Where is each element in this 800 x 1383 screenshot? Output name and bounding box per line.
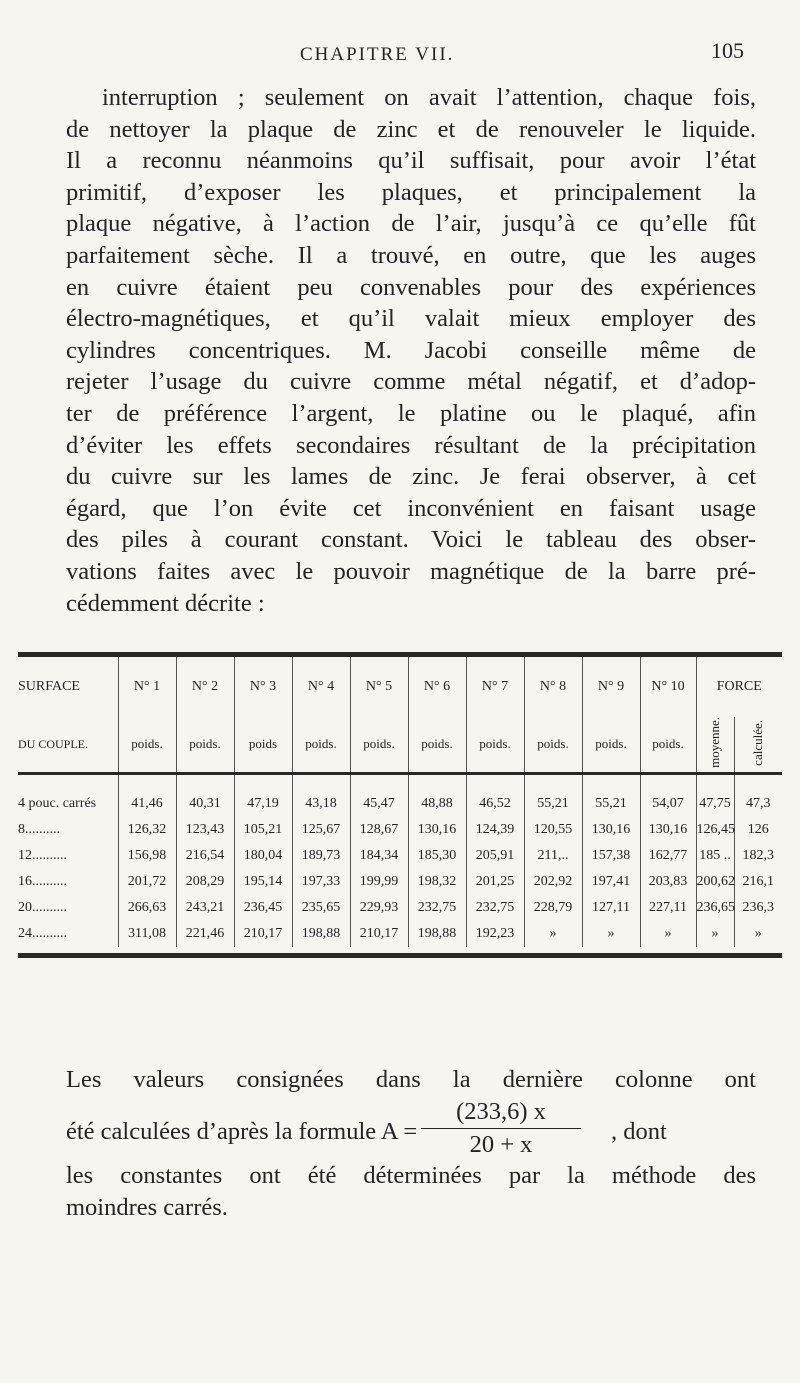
text-line: moindres carrés. <box>66 1194 228 1221</box>
row-label: 16.......... <box>18 873 67 889</box>
text-line: interruption ; seulement on avait l’attention, chaque fois, <box>102 84 756 111</box>
table-cell: 47,19 <box>234 773 292 817</box>
table-cell: 40,31 <box>176 773 234 817</box>
text-line: électro-magnétiques, et qu’il valait mieux employer des <box>66 305 756 333</box>
text-line: égard, que l’on évite cet inconvénient en faisant usage <box>66 494 756 522</box>
table-cell: 43,18 <box>292 773 350 817</box>
table-cell: 185,30 <box>408 843 466 869</box>
body-paragraph <box>66 82 756 619</box>
table-cell: 41,46 <box>118 773 176 817</box>
unit-cell: poids <box>234 717 292 773</box>
header-n3: N° 3 <box>234 657 292 717</box>
table-cell: 236,65 <box>696 895 734 921</box>
force-moyenne-header <box>696 717 734 773</box>
table-cell: 184,34 <box>350 843 408 869</box>
header-n4: N° 4 <box>292 657 350 717</box>
table-cell: » <box>582 921 640 947</box>
table-cell: 216,1 <box>734 869 782 895</box>
unit-cell: poids. <box>524 717 582 773</box>
unit-cell: poids. <box>466 717 524 773</box>
table-cell: 232,75 <box>466 895 524 921</box>
table-cell: 311,08 <box>118 921 176 947</box>
closing-paragraph <box>66 1064 756 1224</box>
table-cell: 182,3 <box>734 843 782 869</box>
table-cell: 157,38 <box>582 843 640 869</box>
row-label: 24.......... <box>18 925 67 941</box>
table-cell: 208,29 <box>176 869 234 895</box>
table-cell: 189,73 <box>292 843 350 869</box>
text-line: ter de préférence l’argent, le platine ou le plaqué, afin <box>66 399 756 427</box>
row-label: 20.......... <box>18 899 67 915</box>
data-table <box>18 657 782 947</box>
header-n2: N° 2 <box>176 657 234 717</box>
table-body <box>18 773 782 947</box>
row-label: 4 pouc. carrés <box>18 795 97 811</box>
table-cell: 123,43 <box>176 817 234 843</box>
table-row <box>18 817 782 843</box>
table-cell: 130,16 <box>408 817 466 843</box>
table-cell: 228,79 <box>524 895 582 921</box>
text-line: vations faites avec le pouvoir magnétique de la barre pré- <box>66 557 756 585</box>
table-cell: » <box>524 921 582 947</box>
force-moyenne-label: moyenne. <box>707 717 722 768</box>
table-cell: 232,75 <box>408 895 466 921</box>
table-row <box>18 843 782 869</box>
table-cell: 202,92 <box>524 869 582 895</box>
table-cell: 120,55 <box>524 817 582 843</box>
header-n5: N° 5 <box>350 657 408 717</box>
table-cell: 185 .. <box>696 843 734 869</box>
table-row <box>18 921 782 947</box>
text-line: Il a reconnu néanmoins qu’il suffisait, pour avoir l’état <box>66 147 756 175</box>
table-cell: 221,46 <box>176 921 234 947</box>
formula-lead-text: été calculées d’après la formule A = <box>66 1118 418 1145</box>
table-cell: 47,75 <box>696 773 734 817</box>
table-cell: 201,25 <box>466 869 524 895</box>
table-cell: 243,21 <box>176 895 234 921</box>
table-cell: » <box>734 921 782 947</box>
table-cell: » <box>696 921 734 947</box>
table-cell: 205,91 <box>466 843 524 869</box>
table-cell: 198,88 <box>408 921 466 947</box>
unit-cell: poids. <box>118 717 176 773</box>
unit-cell: poids. <box>292 717 350 773</box>
table-cell: 126,45 <box>696 817 734 843</box>
formula-numerator: (233,6) x <box>421 1096 581 1129</box>
table-cell: 198,88 <box>292 921 350 947</box>
table-cell: 197,33 <box>292 869 350 895</box>
table-cell: » <box>640 921 696 947</box>
unit-cell: poids. <box>640 717 696 773</box>
formula-trailing-text: , dont <box>611 1118 667 1145</box>
text-line: cédemment décrite : <box>66 589 265 617</box>
text-line: Les valeurs consignées dans la dernière colonne ont <box>66 1066 756 1093</box>
table-cell: 47,3 <box>734 773 782 817</box>
table-cell: 198,32 <box>408 869 466 895</box>
table-cell: 126 <box>734 817 782 843</box>
table-cell: 45,47 <box>350 773 408 817</box>
table-cell: 195,14 <box>234 869 292 895</box>
table-cell: 130,16 <box>582 817 640 843</box>
formula-fraction <box>421 1096 581 1161</box>
table-cell: 235,65 <box>292 895 350 921</box>
table-cell: 197,41 <box>582 869 640 895</box>
table-cell: 210,17 <box>350 921 408 947</box>
running-head: CHAPITRE VII. <box>300 44 455 65</box>
text-line: en cuivre étaient peu convenables pour des expériences <box>66 273 756 301</box>
table-cell: 227,11 <box>640 895 696 921</box>
table-cell: 229,93 <box>350 895 408 921</box>
text-line: les constantes ont été déterminées par la méthode des <box>66 1162 756 1189</box>
table-cell: 46,52 <box>466 773 524 817</box>
table-cell: 128,67 <box>350 817 408 843</box>
text-line: rejeter l’usage du cuivre comme métal négatif, et d’adop- <box>66 368 756 396</box>
header-n8: N° 8 <box>524 657 582 717</box>
table-row <box>18 895 782 921</box>
table-cell: 127,11 <box>582 895 640 921</box>
page-number: 105 <box>711 38 744 63</box>
text-line: des piles à courant constant. Voici le tableau des obser- <box>66 526 756 554</box>
text-line: plaque négative, à l’action de l’air, jusqu’à ce qu’elle fût <box>66 210 756 238</box>
header-n9: N° 9 <box>582 657 640 717</box>
unit-label: DU COUPLE. <box>18 717 118 773</box>
formula-line <box>66 1096 756 1160</box>
table-cell: 54,07 <box>640 773 696 817</box>
unit-cell: poids. <box>408 717 466 773</box>
table-cell: 236,3 <box>734 895 782 921</box>
text-line: cylindres concentriques. M. Jacobi conseille même de <box>66 336 756 364</box>
table-row <box>18 869 782 895</box>
unit-cell: poids. <box>350 717 408 773</box>
table-cell: 130,16 <box>640 817 696 843</box>
row-label: 8.......... <box>18 821 60 837</box>
table-cell: 201,72 <box>118 869 176 895</box>
header-n10: N° 10 <box>640 657 696 717</box>
table-cell: 216,54 <box>176 843 234 869</box>
table-cell: 125,67 <box>292 817 350 843</box>
unit-cell: poids. <box>582 717 640 773</box>
table-cell: 124,39 <box>466 817 524 843</box>
row-label: 12.......... <box>18 847 67 863</box>
table-cell: 203,83 <box>640 869 696 895</box>
table-cell: 236,45 <box>234 895 292 921</box>
table-cell: 48,88 <box>408 773 466 817</box>
table-row <box>18 773 782 817</box>
table-cell: 55,21 <box>582 773 640 817</box>
header-n6: N° 6 <box>408 657 466 717</box>
text-line: de nettoyer la plaque de zinc et de renouveler le liquide. <box>66 115 756 143</box>
text-line: primitif, d’exposer les plaques, et principalement la <box>66 178 756 206</box>
header-surface: SURFACE <box>18 679 80 694</box>
table-cell: 199,99 <box>350 869 408 895</box>
force-calculee-label: calculée. <box>750 719 766 766</box>
table-cell: 126,32 <box>118 817 176 843</box>
header-n1: N° 1 <box>118 657 176 717</box>
unit-cell: poids. <box>176 717 234 773</box>
text-line: du cuivre sur les lames de zinc. Je ferai observer, à cet <box>66 463 756 491</box>
table-cell: 210,17 <box>234 921 292 947</box>
table-cell: 200,62 <box>696 869 734 895</box>
table-cell: 162,77 <box>640 843 696 869</box>
table-cell: 192,23 <box>466 921 524 947</box>
table-cell: 211,.. <box>524 843 582 869</box>
table-cell: 105,21 <box>234 817 292 843</box>
header-n7: N° 7 <box>466 657 524 717</box>
text-line: d’éviter les effets secondaires résultant de la précipitation <box>66 431 756 459</box>
table-bottom-rule <box>18 953 782 958</box>
header-force: FORCE <box>696 657 782 717</box>
table-cell: 266,63 <box>118 895 176 921</box>
formula-denominator: 20 + x <box>469 1131 533 1158</box>
observations-table <box>18 652 782 958</box>
table-cell: 55,21 <box>524 773 582 817</box>
table-cell: 180,04 <box>234 843 292 869</box>
table-cell: 156,98 <box>118 843 176 869</box>
text-line: parfaitement sèche. Il a trouvé, en outre, que les auges <box>66 241 756 269</box>
force-calculee-header <box>734 717 782 773</box>
